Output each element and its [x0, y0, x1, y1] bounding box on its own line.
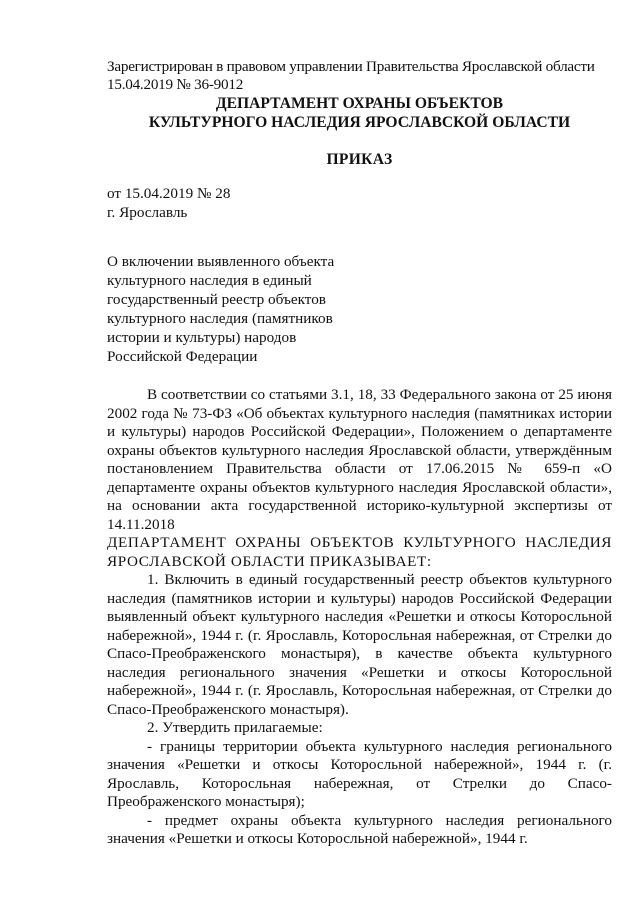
subject-line: истории и культуры) народов	[107, 329, 297, 346]
department-heading	[107, 94, 612, 132]
order-meta	[107, 184, 230, 222]
registration-line: Зарегистрирован в правовом управлении Правительства Ярославской области	[107, 58, 595, 75]
order-title: ПРИКАЗ	[326, 151, 393, 168]
subject-line: культурного наследия (памятников	[107, 310, 333, 327]
item-1-paragraph: 1. Включить в единый государственный реестр объектов культурного наследия (памятников истории и культуры) народов Российской Федерации выявленный объект культурного наследия «Решетки и откосы Которосльной набережной», 1944 г. (г. Ярославль, Которосльная набережная, от Стрелки до Спасо-Преображенского монастыря), в качестве объекта культурного наследия регионального значения «Решетки и откосы Которосльной набережной», 1944 г. (г. Ярославль, Которосльная набережная, от Стрелки до Спасо-Преображенского монастыря).	[107, 571, 612, 718]
subject-line: культурного наследия в единый	[107, 272, 312, 289]
preamble-paragraph: В соответствии со статьями 3.1, 18, 33 Федерального закона от 25 июня 2002 года № 73-ФЗ «Об объектах культурного наследия (памятниках истории и культуры) народов Российской Федерации», Положением о департаменте охраны объектов культурного наследия Ярославской области, утверждённым постановлением Правительства области от 17.06.2015 № 659-п «О департаменте охраны объектов культурного наследия Ярославской области», на основании акта государственной историко-культурной экспертизы от 14.11.2018	[107, 386, 612, 533]
registration-note	[107, 58, 619, 94]
order-body	[107, 386, 612, 849]
department-heading-line-2: КУЛЬТУРНОГО НАСЛЕДИЯ ЯРОСЛАВСКОЙ ОБЛАСТИ	[148, 114, 571, 131]
order-subject	[107, 252, 357, 366]
order-date-number: от 15.04.2019 № 28	[107, 185, 231, 202]
registration-number: 15.04.2019 № 36-9012	[107, 76, 244, 93]
item-2-boundaries-paragraph: - границы территории объекта культурного наследия регионального значения «Решетки и откосы Которосльной набережной», 1944 г. (г. Ярославль, Которосльная набережная, от Стрелки до Спасо-Преображенского монастыря);	[107, 737, 612, 810]
item-2-paragraph: 2. Утвердить прилагаемые:	[147, 719, 323, 736]
orders-paragraph: ДЕПАРТАМЕНТ ОХРАНЫ ОБЪЕКТОВ КУЛЬТУРНОГО НАСЛЕДИЯ ЯРОСЛАВСКОЙ ОБЛАСТИ ПРИКАЗЫВАЕТ:	[107, 534, 612, 570]
order-city: г. Ярославль	[107, 204, 188, 221]
subject-line: государственный реестр объектов	[107, 291, 326, 308]
subject-line: О включении выявленного объекта	[107, 253, 335, 270]
department-heading-line-1: ДЕПАРТАМЕНТ ОХРАНЫ ОБЪЕКТОВ	[215, 95, 504, 112]
subject-line: Российской Федерации	[107, 348, 258, 365]
item-2-protection-subject-paragraph: - предмет охраны объекта культурного наследия регионального значения «Решетки и откосы Которосльной набережной», 1944 г.	[107, 811, 612, 847]
